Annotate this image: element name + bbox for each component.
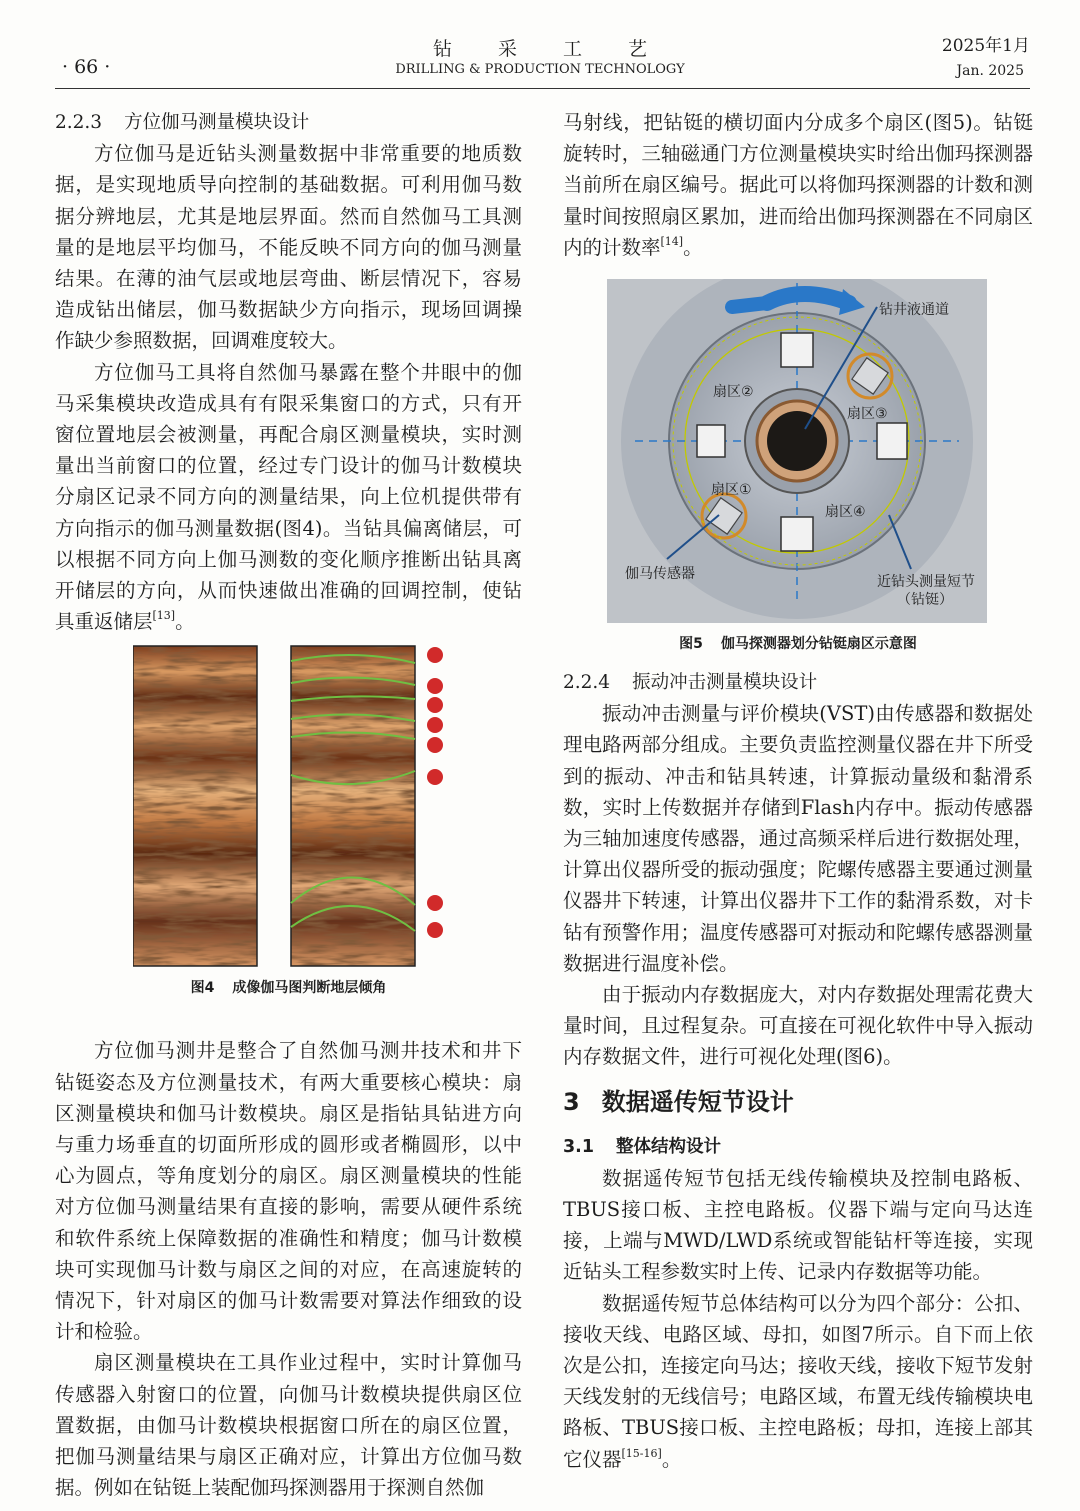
section-title: 方位伽马测量模块设计 <box>124 112 310 133</box>
layer-markers <box>427 647 443 938</box>
figure-4-caption <box>55 977 522 999</box>
rotation-arrow-icon <box>767 294 849 303</box>
citation: [13] <box>152 609 176 623</box>
page-number: · 66 · <box>62 56 111 78</box>
label-near-bit-sub: 近钻头测量短节 <box>877 574 975 591</box>
paragraph <box>563 107 1033 263</box>
paragraph: 数据遥传短节包括无线传输模块及控制电路板、TBUS接口板、主控电路板。仪器下端与定向马达连接，上端与MWD/LWD系统或智能钻杆等连接，实现近钻头工程参数实时上传、记录内存数据等功能。 <box>563 1166 1033 1284</box>
paragraph-text: 数据遥传短节总体结构可以分为四个部分：公扣、接收天线、电路区域、母扣，如图7所示。自下而上依次是公扣，连接定向马达；接收天线，接收下短节发射天线发射的无线信号；电路区域，布置无线传输模块电路板、TBUS接口板、主控电路板；母扣，连接上部其它仪器 <box>563 1291 1033 1471</box>
paragraph <box>55 357 522 638</box>
figure-number: 图5 <box>679 636 703 653</box>
section-title: 振动冲击测量模块设计 <box>632 672 818 694</box>
section-heading-3-1 <box>563 1132 1033 1163</box>
section-number: 2.2.4 <box>563 672 611 694</box>
label-sector-2: 扇区② <box>713 384 754 401</box>
section-title: 数据遥传短节设计 <box>601 1087 794 1116</box>
sector-diagram <box>607 279 987 623</box>
paragraph: 扇区测量模块在工具作业过程中，实时计算伽马传感器入射窗口的位置，向伽马计数模块提供扇区位置数据，由伽马计数模块根据窗口所在的扇区位置，把伽马测量结果与扇区正确对应，计算出方位伽马数据。例如在钻铤上装配伽玛探测器用于探测自然伽 <box>55 1351 522 1500</box>
section-number: 2.2.3 <box>55 112 103 133</box>
citation: [15-16] <box>621 1446 662 1460</box>
paragraph-end: 。 <box>661 1447 682 1471</box>
issue-date <box>942 34 1030 84</box>
issue-date-en: Jan. 2025 <box>956 63 1024 79</box>
gamma-image-left <box>133 646 257 966</box>
section-title: 整体结构设计 <box>616 1136 722 1157</box>
section-number: 3.1 <box>563 1136 595 1157</box>
paragraph: 方位伽马是近钻头测量数据中非常重要的地质数据，是实现地质导向控制的基础数据。可利用伽马数据分辨地层，尤其是地层界面。然而自然伽马工具测量的是地层平均伽马，不能反映不同方向的伽马测量结果。在薄的油气层或地层弯曲、断层情况下，容易造成钻出储层，伽马数据缺少方向指示，现场回调操作缺少参照数据，回调难度较大。 <box>55 142 522 353</box>
page-header <box>0 0 1080 90</box>
paragraph-end: 。 <box>683 235 703 259</box>
section-heading-3 <box>563 1087 1033 1118</box>
citation: [14] <box>660 234 684 248</box>
right-column <box>563 107 1033 1475</box>
paragraph: 振动冲击测量与评价模块(VST)由传感器和数据处理电路两部分组成。主要负责监控测量仪器在井下所受到的振动、冲击和钻具转速，计算振动量级和黏滑系数，实时上传数据并存储到Flash内存中。振动传感器为三轴加速度传感器，通过高频采样后进行数据处理，计算出仪器所受的振动强度；陀螺传感器主要通过测量仪器井下转速，计算出仪器井下工作的黏滑系数，对卡钻有预警作用；温度传感器可对振动和陀螺传感器测量数据进行温度补偿。 <box>563 702 1033 975</box>
section-number: 3 <box>563 1087 580 1116</box>
journal-title-cn: 钻采工艺 <box>432 38 693 60</box>
header-rule <box>55 88 1030 89</box>
paragraph-text: 马射线，把钻铤的横切面内分成多个扇区(图5)。钻铤旋转时，三轴磁通门方位测量模块实时给出伽玛探测器当前所在扇区编号。据此可以将伽玛探测器的计数和测量时间按照扇区累加，进而给出伽玛探测器在不同扇区内的计数率 <box>563 111 1033 259</box>
figure-title: 成像伽马图判断地层倾角 <box>232 980 387 997</box>
paragraph-text: 方位伽马工具将自然伽马暴露在整个井眼中的伽马采集模块改造成具有有限采集窗口的方式，只有开窗位置地层会被测量，再配合扇区测量模块，实时测量出当前窗口的位置，经过专门设计的伽马计数模块分扇区记录不同方向的测量结果，向上位机提供带有方向指示的伽马测量数据(图4)。当钻具偏离储层，可以根据不同方向上伽马测数的变化顺序推断出钻具离开储层的方向，从而快速做出准确的回调控制，使钻具重返储层 <box>55 360 522 634</box>
section-heading-2-2-3 <box>55 107 522 138</box>
section-heading-2-2-4 <box>563 667 1033 698</box>
label-sector-1: 扇区① <box>711 482 752 499</box>
label-gamma-sensor: 伽马传感器 <box>625 566 695 583</box>
label-collar: （钻铤） <box>897 592 953 609</box>
figure-4 <box>55 643 522 1035</box>
figure-5-caption <box>563 633 1033 655</box>
figure-title: 伽马探测器划分钻铤扇区示意图 <box>720 636 917 653</box>
label-sector-3: 扇区③ <box>847 406 888 423</box>
paragraph-end: 。 <box>175 610 195 634</box>
paragraph <box>563 1288 1033 1475</box>
left-column <box>55 107 522 1504</box>
figure-number: 图4 <box>190 980 215 997</box>
mud-channel <box>767 411 827 471</box>
label-mud-channel: 钻井液通道 <box>879 302 949 319</box>
label-sector-4: 扇区④ <box>825 504 866 521</box>
journal-title-en: DRILLING & PRODUCTION TECHNOLOGY <box>395 62 685 77</box>
paragraph: 由于振动内存数据庞大，对内存数据处理需花费大量时间，且过程复杂。可直接在可视化软件中导入振动内存数据文件，进行可视化处理(图6)。 <box>563 983 1033 1069</box>
figure-5 <box>563 269 1033 667</box>
issue-date-cn: 2025年1月 <box>941 36 1030 56</box>
paragraph: 方位伽马测井是整合了自然伽马测井技术和井下钻铤姿态及方位测量技术，有两大重要核心模块：扇区测量模块和伽马计数模块。扇区是指钻具钻进方向与重力场垂直的切面所形成的圆形或者椭圆形，以中心为圆点，等角度划分的扇区。扇区测量模块的性能对方位伽马测量结果有直接的影响，需要从硬件系统和软件系统上保障数据的准确性和精度；伽马计数模块可实现伽马计数与扇区之间的对应，在高速旋转的情况下，针对扇区的伽马计数需要对算法作细致的设计和检验。 <box>55 1039 522 1344</box>
gamma-image-figure <box>133 643 453 969</box>
